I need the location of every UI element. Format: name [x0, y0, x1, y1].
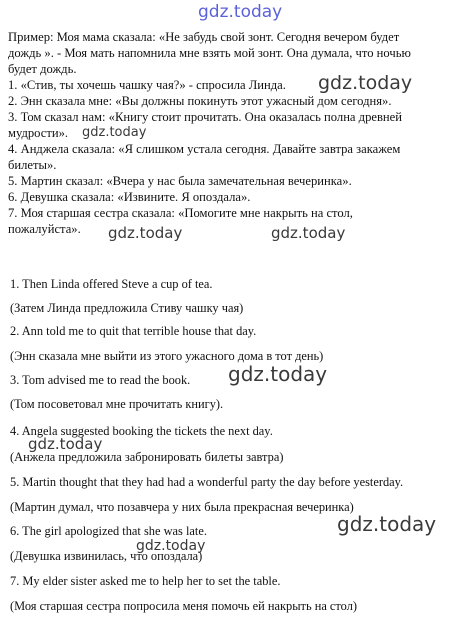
watermark-8: gdz.today: [136, 538, 206, 554]
exercise-item-1: 1. «Стив, ты хочешь чашку чая?» - спросила Линда.: [8, 78, 286, 92]
answer-5-russian: (Мартин думал, что позавчера у них была прекрасная вечеринка): [10, 500, 354, 514]
answer-7-russian: (Моя старшая сестра попросила меня помочь ей накрыть на стол): [10, 599, 358, 613]
answer-2-english: 2. Ann told me to quit that terrible house that day.: [10, 324, 257, 338]
answer-3-english: 3. Tom advised me to read the book.: [10, 373, 191, 387]
exercise-item-7-line-1: 7. Моя старшая сестра сказала: «Помогите мне накрыть на стол,: [8, 206, 353, 220]
watermark-1: gdz.today: [318, 72, 413, 94]
watermark-5: gdz.today: [228, 362, 328, 386]
example-line-1: Пример: Моя мама сказала: «Не забудь свой зонт. Сегодня вечером будет: [8, 30, 400, 44]
exercise-item-5: 5. Мартин сказал: «Вчера у нас была замечательная вечеринка».: [8, 174, 352, 188]
watermark-3: gdz.today: [108, 224, 183, 242]
example-line-2: дождь ». - Моя мать напомнила мне взять мой зонт. Она думала, что ночью: [8, 46, 411, 60]
exercise-item-3-line-1: 3. Том сказал нам: «Книгу стоит прочитать. Она оказалась полна древней: [8, 110, 402, 124]
exercise-item-6: 6. Девушка сказала: «Извините. Я опоздала».: [8, 190, 251, 204]
answer-6-english: 6. The girl apologized that she was late.: [10, 524, 207, 538]
watermark-2: gdz.today: [82, 125, 147, 140]
answer-1-english: 1. Then Linda offered Steve a cup of tea.: [10, 277, 213, 291]
answer-2-russian: (Энн сказала мне выйти из этого ужасного дома в тот день): [10, 349, 324, 363]
exercise-item-4-line-1: 4. Анджела сказала: «Я слишком устала сегодня. Давайте завтра закажем: [8, 142, 401, 156]
watermark-6: gdz.today: [28, 435, 103, 453]
example-line-3: будет дождь.: [8, 62, 77, 76]
exercise-item-2: 2. Энн сказала мне: «Вы должны покинуть этот ужасный дом сегодня».: [8, 94, 392, 108]
exercise-item-7-line-2: пожалуйста».: [8, 222, 81, 236]
exercise-item-3-line-2: мудрости».: [8, 126, 69, 140]
watermark-4: gdz.today: [271, 224, 346, 242]
watermark-top: gdz.today: [198, 2, 283, 22]
answer-6-russian: (Девушка извинилась, что опоздала): [10, 549, 203, 563]
answer-4-english: 4. Angela suggested booking the tickets the next day.: [10, 424, 273, 438]
answer-5-english: 5. Martin thought that they had had a wonderful party the day before yesterday.: [10, 475, 404, 489]
watermark-7: gdz.today: [337, 512, 437, 536]
answer-7-english: 7. My elder sister asked me to help her to set the table.: [10, 574, 281, 588]
answer-1-russian: (Затем Линда предложила Стиву чашку чая): [10, 301, 244, 315]
exercise-item-4-line-2: билеты».: [8, 158, 57, 172]
answer-4-russian: (Анжела предложила забронировать билеты завтра): [10, 450, 284, 464]
answer-3-russian: (Том посоветовал мне прочитать книгу).: [10, 397, 224, 411]
